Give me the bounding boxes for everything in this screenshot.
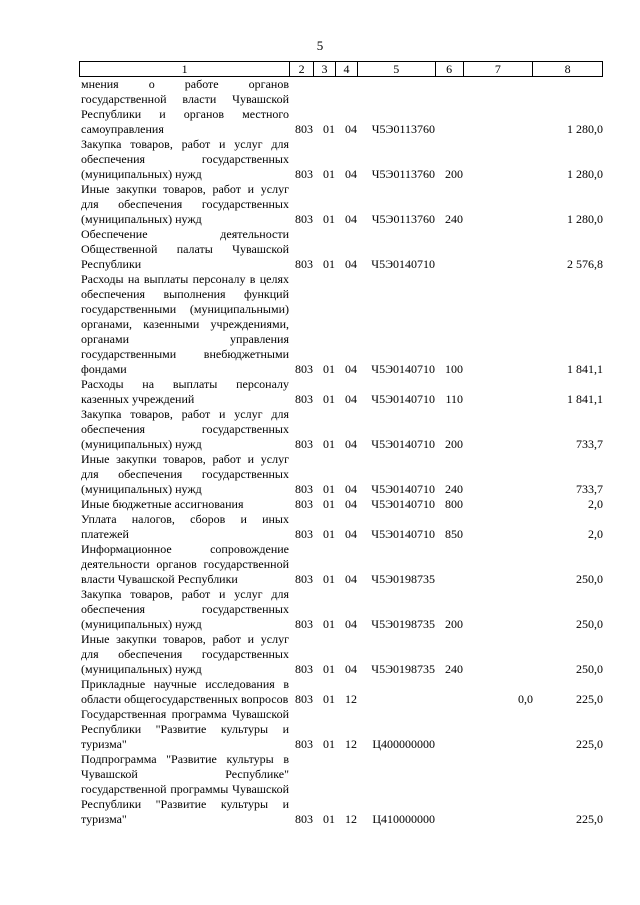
row-col-3: 01	[323, 167, 335, 181]
table-row	[79, 752, 603, 827]
row-col-3: 01	[323, 572, 335, 586]
table-row	[79, 182, 603, 227]
row-name: мнения о работе органов государственной власти Чувашской Республики и органов местного самоуправления	[81, 77, 289, 136]
table-row	[79, 137, 603, 182]
row-col-8: 733,7	[576, 482, 603, 496]
table-row	[79, 497, 603, 512]
row-col-4: 04	[345, 167, 357, 181]
row-col-3: 01	[323, 497, 335, 511]
row-col-8: 225,0	[576, 737, 603, 751]
row-col-2: 803	[295, 257, 313, 271]
table-row	[79, 542, 603, 587]
row-name: Расходы на выплаты персоналу в целях обеспечения выполнения функций государственными (муниципальными) органами, казенными учреждениями, органами управления государственными внебюджетными фондами	[81, 272, 289, 376]
header-col-5: 5	[357, 62, 435, 76]
row-col-2: 803	[295, 497, 313, 511]
row-col-3: 01	[323, 212, 335, 226]
row-name: Государственная программа Чувашской Республики "Развитие культуры и туризма"	[81, 707, 289, 751]
row-col-3: 01	[323, 692, 335, 706]
row-col-6: 240	[445, 212, 463, 226]
row-col-6: 200	[445, 437, 463, 451]
row-col-2: 803	[295, 482, 313, 496]
row-col-8: 1 280,0	[567, 212, 603, 226]
row-name: Иные закупки товаров, работ и услуг для обеспечения государственных (муниципальных) нужд	[81, 632, 289, 676]
row-col-5: Ч5Э0113760	[371, 122, 435, 136]
row-col-8: 1 841,1	[567, 392, 603, 406]
budget-table-body	[79, 77, 603, 827]
table-row	[79, 632, 603, 677]
row-col-5: Ч5Э0198735	[371, 617, 435, 631]
row-col-2: 803	[295, 737, 313, 751]
row-col-3: 01	[323, 662, 335, 676]
row-col-3: 01	[323, 362, 335, 376]
table-row	[79, 272, 603, 377]
row-col-2: 803	[295, 392, 313, 406]
row-col-4: 04	[345, 362, 357, 376]
row-col-7: 0,0	[518, 692, 533, 706]
row-col-4: 04	[345, 527, 357, 541]
row-col-3: 01	[323, 617, 335, 631]
row-col-4: 04	[345, 257, 357, 271]
row-col-6: 240	[445, 662, 463, 676]
row-name: Иные закупки товаров, работ и услуг для обеспечения государственных (муниципальных) нужд	[81, 452, 289, 496]
row-col-8: 2,0	[588, 527, 603, 541]
row-col-3: 01	[323, 527, 335, 541]
row-col-2: 803	[295, 692, 313, 706]
row-col-3: 01	[323, 392, 335, 406]
row-col-4: 12	[345, 737, 357, 751]
table-row	[79, 587, 603, 632]
row-col-6: 200	[445, 617, 463, 631]
row-col-8: 2 576,8	[567, 257, 603, 271]
row-col-5: Ч5Э0113760	[371, 167, 435, 181]
row-col-5: Ч5Э0140710	[371, 437, 435, 451]
header-col-2: 2	[289, 62, 313, 76]
row-col-4: 12	[345, 812, 357, 826]
row-col-8: 250,0	[576, 662, 603, 676]
row-col-8: 733,7	[576, 437, 603, 451]
row-col-3: 01	[323, 812, 335, 826]
row-col-8: 225,0	[576, 692, 603, 706]
row-col-3: 01	[323, 482, 335, 496]
row-col-6: 240	[445, 482, 463, 496]
row-col-4: 04	[345, 482, 357, 496]
table-row	[79, 707, 603, 752]
row-col-2: 803	[295, 617, 313, 631]
row-name: Расходы на выплаты персоналу казенных учреждений	[81, 377, 289, 406]
table-row	[79, 512, 603, 542]
row-col-2: 803	[295, 212, 313, 226]
row-col-5: Ч5Э0198735	[371, 572, 435, 586]
row-col-3: 01	[323, 737, 335, 751]
row-col-2: 803	[295, 812, 313, 826]
row-col-3: 01	[323, 122, 335, 136]
row-col-5: Ч5Э0198735	[371, 662, 435, 676]
row-col-2: 803	[295, 167, 313, 181]
row-col-8: 1 280,0	[567, 167, 603, 181]
header-col-6: 6	[435, 62, 463, 76]
header-col-7: 7	[463, 62, 533, 76]
row-col-2: 803	[295, 362, 313, 376]
row-name: Уплата налогов, сборов и иных платежей	[81, 512, 289, 541]
table-header	[79, 61, 603, 77]
row-col-4: 04	[345, 497, 357, 511]
row-col-8: 1 280,0	[567, 122, 603, 136]
table-row	[79, 452, 603, 497]
row-col-3: 01	[323, 257, 335, 271]
row-name: Закупка товаров, работ и услуг для обеспечения государственных (муниципальных) нужд	[81, 137, 289, 181]
page-number: 5	[316, 38, 324, 53]
row-col-2: 803	[295, 122, 313, 136]
row-col-8: 250,0	[576, 572, 603, 586]
row-col-3: 01	[323, 437, 335, 451]
row-col-5: Ч5Э0140710	[371, 497, 435, 511]
row-name: Закупка товаров, работ и услуг для обеспечения государственных (муниципальных) нужд	[81, 407, 289, 451]
row-col-4: 04	[345, 212, 357, 226]
row-col-5: Ц410000000	[372, 812, 435, 826]
row-col-8: 2,0	[588, 497, 603, 511]
row-col-2: 803	[295, 437, 313, 451]
row-col-6: 850	[445, 527, 463, 541]
row-col-6: 200	[445, 167, 463, 181]
row-name: Обеспечение деятельности Общественной палаты Чувашской Республики	[81, 227, 289, 271]
row-col-4: 04	[345, 392, 357, 406]
row-col-2: 803	[295, 662, 313, 676]
row-col-6: 800	[445, 497, 463, 511]
row-col-4: 04	[345, 122, 357, 136]
header-col-3: 3	[313, 62, 335, 76]
row-col-4: 04	[345, 617, 357, 631]
table-row	[79, 407, 603, 452]
row-col-8: 1 841,1	[567, 362, 603, 376]
row-col-2: 803	[295, 527, 313, 541]
row-col-5: Ч5Э0140710	[371, 362, 435, 376]
table-row	[79, 77, 603, 137]
row-col-4: 04	[345, 437, 357, 451]
header-col-4: 4	[335, 62, 357, 76]
row-col-4: 12	[345, 692, 357, 706]
row-col-5: Ч5Э0140710	[371, 257, 435, 271]
table-row	[79, 377, 603, 407]
row-col-5: Ч5Э0113760	[371, 212, 435, 226]
row-col-4: 04	[345, 572, 357, 586]
table-row	[79, 227, 603, 272]
row-name: Информационное сопровождение деятельности органов государственной власти Чувашской Республики	[81, 542, 289, 586]
row-col-5: Ч5Э0140710	[371, 527, 435, 541]
row-col-6: 100	[445, 362, 463, 376]
row-name: Иные закупки товаров, работ и услуг для обеспечения государственных (муниципальных) нужд	[81, 182, 289, 226]
header-col-1: 1	[181, 62, 188, 76]
row-name: Иные бюджетные ассигнования	[81, 497, 244, 511]
header-col-8: 8	[532, 62, 602, 76]
row-name: Закупка товаров, работ и услуг для обеспечения государственных (муниципальных) нужд	[81, 587, 289, 631]
row-col-4: 04	[345, 662, 357, 676]
row-col-2: 803	[295, 572, 313, 586]
row-col-5: Ц400000000	[372, 737, 435, 751]
row-col-5: Ч5Э0140710	[371, 392, 435, 406]
row-name: Прикладные научные исследования в области общегосударственных вопросов	[81, 677, 289, 706]
row-col-6: 110	[445, 392, 463, 406]
row-col-8: 250,0	[576, 617, 603, 631]
row-col-5: Ч5Э0140710	[371, 482, 435, 496]
row-name: Подпрограмма "Развитие культуры в Чувашской Республике" государственной программы Чувашской Республики "Развитие культуры и туризма"	[81, 752, 289, 826]
table-row	[79, 677, 603, 707]
row-col-8: 225,0	[576, 812, 603, 826]
